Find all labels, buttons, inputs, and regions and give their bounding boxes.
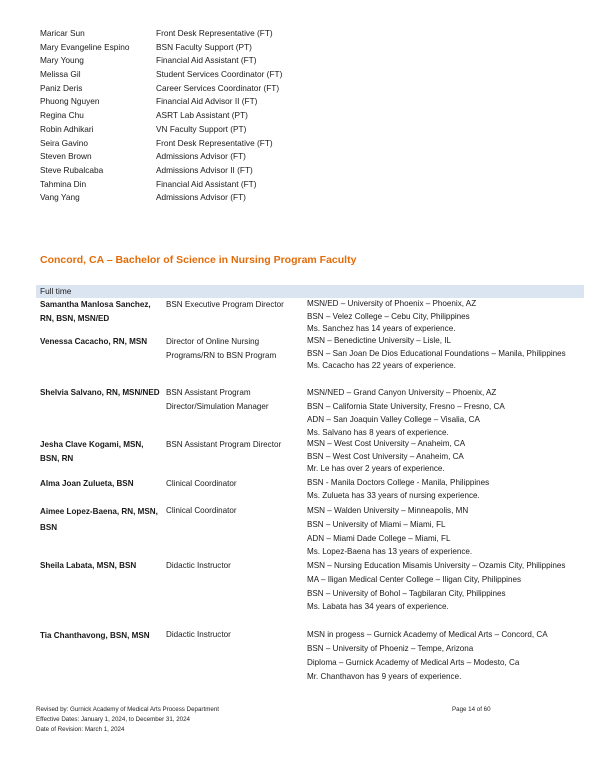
education-line: Mr. Chanthavon has 9 years of experience.: [307, 672, 462, 681]
faculty-name: Shelvia Salvano, RN, MSN/NED: [40, 388, 160, 397]
staff-row: [40, 191, 340, 205]
education-line: BSN – University of Phoeniz – Tempe, Arizona: [307, 644, 474, 653]
education-line: ADN – San Joaquin Valley College – Visalia, CA: [307, 415, 480, 424]
faculty-row: [36, 504, 584, 559]
faculty-name: Jesha Clave Kogami, MSN, BSN, RN: [40, 440, 144, 463]
section-title: Concord, CA – Bachelor of Science in Nursing Program Faculty: [40, 254, 357, 266]
footer-revised-by: Revised by: Gurnick Academy of Medical Arts Process Department: [36, 706, 219, 713]
faculty-title: Clinical Coordinator: [166, 479, 237, 488]
staff-role: BSN Faculty Support (PT): [156, 41, 252, 52]
staff-role: Front Desk Representative (FT): [156, 28, 273, 38]
education-line: MA – Iligan Medical Center College – Iligan City, Philippines: [307, 575, 521, 584]
faculty-row: [36, 335, 584, 386]
full-time-subheader: Full time: [36, 285, 584, 298]
staff-role: ASRT Lab Assistant (PT): [156, 110, 248, 121]
faculty-row: [36, 386, 584, 438]
staff-name: Melissa Gil: [40, 69, 81, 80]
faculty-title: BSN Executive Program Director: [166, 300, 284, 309]
staff-row: [40, 27, 340, 41]
staff-name: Vang Yang: [40, 192, 80, 203]
education-line: Ms. Sanchez has 14 years of experience.: [307, 324, 456, 334]
staff-row: [40, 109, 340, 123]
education-line: MSN – West Cost University – Anaheim, CA: [307, 439, 466, 448]
staff-role: Admissions Advisor (FT): [156, 192, 246, 203]
staff-row: [40, 82, 340, 96]
staff-role: Career Services Coordinator (FT): [156, 82, 280, 93]
faculty-name: Aimee Lopez-Baena, RN, MSN, BSN: [40, 507, 158, 532]
faculty-education: [307, 438, 584, 477]
staff-row: [40, 137, 340, 151]
faculty-title: Didactic Instructor: [166, 630, 231, 639]
education-line: Ms. Labata has 34 years of experience.: [307, 602, 449, 611]
faculty-title: BSN Assistant Program Director/Simulation Manager: [166, 388, 269, 411]
staff-row: [40, 123, 340, 137]
staff-role: Admissions Advisor (FT): [156, 151, 246, 162]
staff-row: [40, 95, 340, 109]
staff-name: Seira Gavino: [40, 137, 88, 148]
staff-row: [40, 68, 340, 82]
staff-row: [40, 54, 340, 68]
staff-name: Steven Brown: [40, 151, 92, 162]
faculty-row: [36, 628, 584, 684]
staff-list: [40, 27, 340, 205]
staff-role: Admissions Advisor II (FT): [156, 164, 253, 175]
page-number: Page 14 of 60: [452, 706, 491, 713]
education-line: Ms. Cacacho has 22 years of experience.: [307, 361, 456, 371]
faculty-education: [307, 559, 584, 628]
education-line: ADN – Miami Dade College – Miami, FL: [307, 534, 451, 543]
education-line: BSN – University of Bohol – Tagbilaran City, Philippines: [307, 589, 506, 598]
education-line: BSN – Velez College – Cebu City, Philippines: [307, 311, 470, 321]
staff-role: Front Desk Representative (FT): [156, 137, 273, 148]
education-line: BSN - Manila Doctors College - Manila, Philippines: [307, 478, 490, 487]
staff-name: Steve Rubalcaba: [40, 164, 104, 175]
page-footer: [36, 705, 576, 735]
faculty-row: [36, 559, 584, 628]
education-line: BSN – West Cost University – Anaheim, CA: [307, 451, 464, 461]
education-line: Diploma – Gurnick Academy of Medical Arts – Modesto, Ca: [307, 658, 520, 667]
faculty-row: [36, 438, 584, 477]
faculty-title: Director of Online Nursing Programs/RN to BSN Program: [166, 337, 277, 360]
faculty-name: Alma Joan Zulueta, BSN: [40, 479, 134, 488]
footer-effective-dates: Effective Dates: January 1, 2024, to December 31, 2024: [36, 716, 190, 723]
education-line: BSN – University of Miami – Miami, FL: [307, 520, 446, 529]
education-line: BSN – San Joan De Dios Educational Foundations – Manila, Philippines: [307, 348, 566, 358]
education-line: MSN – Walden University – Minneapolis, MN: [307, 506, 469, 515]
faculty-row: [36, 298, 584, 335]
staff-name: Tahmina Din: [40, 178, 87, 189]
staff-role: Financial Aid Assistant (FT): [156, 55, 257, 66]
faculty-name: Samantha Manlosa Sanchez, RN, BSN, MSN/ED: [40, 300, 151, 323]
faculty-title: BSN Assistant Program Director: [166, 440, 282, 449]
staff-name: Robin Adhikari: [40, 123, 94, 134]
education-line: MSN in progess – Gurnick Academy of Medical Arts – Concord, CA: [307, 630, 548, 639]
education-line: MSN/ED – University of Phoenix – Phoenix, AZ: [307, 299, 477, 308]
staff-name: Maricar Sun: [40, 28, 85, 38]
education-line: Ms. Lopez-Baena has 13 years of experience.: [307, 547, 473, 556]
staff-row: [40, 178, 340, 192]
faculty-education: [307, 386, 584, 438]
footer-date-of-revision: Date of Revision: March 1, 2024: [36, 726, 125, 733]
faculty-title: Didactic Instructor: [166, 561, 231, 570]
staff-role: Financial Aid Assistant (FT): [156, 178, 257, 189]
faculty-education: [307, 477, 584, 504]
faculty-name: Tia Chanthavong, BSN, MSN: [40, 631, 150, 640]
faculty-education: [307, 298, 584, 335]
staff-name: Mary Young: [40, 55, 84, 66]
education-line: MSN/NED – Grand Canyon University – Phoenix, AZ: [307, 388, 497, 397]
staff-name: Paniz Deris: [40, 82, 83, 93]
staff-row: [40, 41, 340, 55]
staff-role: VN Faculty Support (PT): [156, 123, 247, 134]
faculty-education: [307, 504, 584, 559]
education-line: MSN – Benedictine University – Lisle, IL: [307, 336, 451, 345]
staff-name: Mary Evangeline Espino: [40, 41, 130, 52]
education-line: Ms. Salvano has 8 years of experience.: [307, 427, 449, 437]
staff-name: Phuong Nguyen: [40, 96, 100, 107]
faculty-name: Venessa Cacacho, RN, MSN: [40, 337, 148, 346]
faculty-row: [36, 477, 584, 504]
education-line: Ms. Zulueta has 33 years of nursing experience.: [307, 490, 480, 500]
staff-role: Student Services Coordinator (FT): [156, 69, 283, 80]
education-line: Mr. Le has over 2 years of experience.: [307, 464, 445, 474]
education-line: MSN – Nursing Education Misamis University – Ozamis City, Philippines: [307, 561, 566, 570]
faculty-table: [36, 285, 584, 684]
faculty-title: Clinical Coordinator: [166, 506, 237, 515]
faculty-name: Sheila Labata, MSN, BSN: [40, 561, 137, 570]
staff-row: [40, 164, 340, 178]
staff-name: Regina Chu: [40, 110, 84, 121]
faculty-education: [307, 335, 584, 386]
staff-row: [40, 150, 340, 164]
education-line: BSN – California State University, Fresno – Fresno, CA: [307, 401, 505, 411]
faculty-education: [307, 628, 584, 684]
staff-role: Financial Aid Advisor II (FT): [156, 96, 258, 107]
